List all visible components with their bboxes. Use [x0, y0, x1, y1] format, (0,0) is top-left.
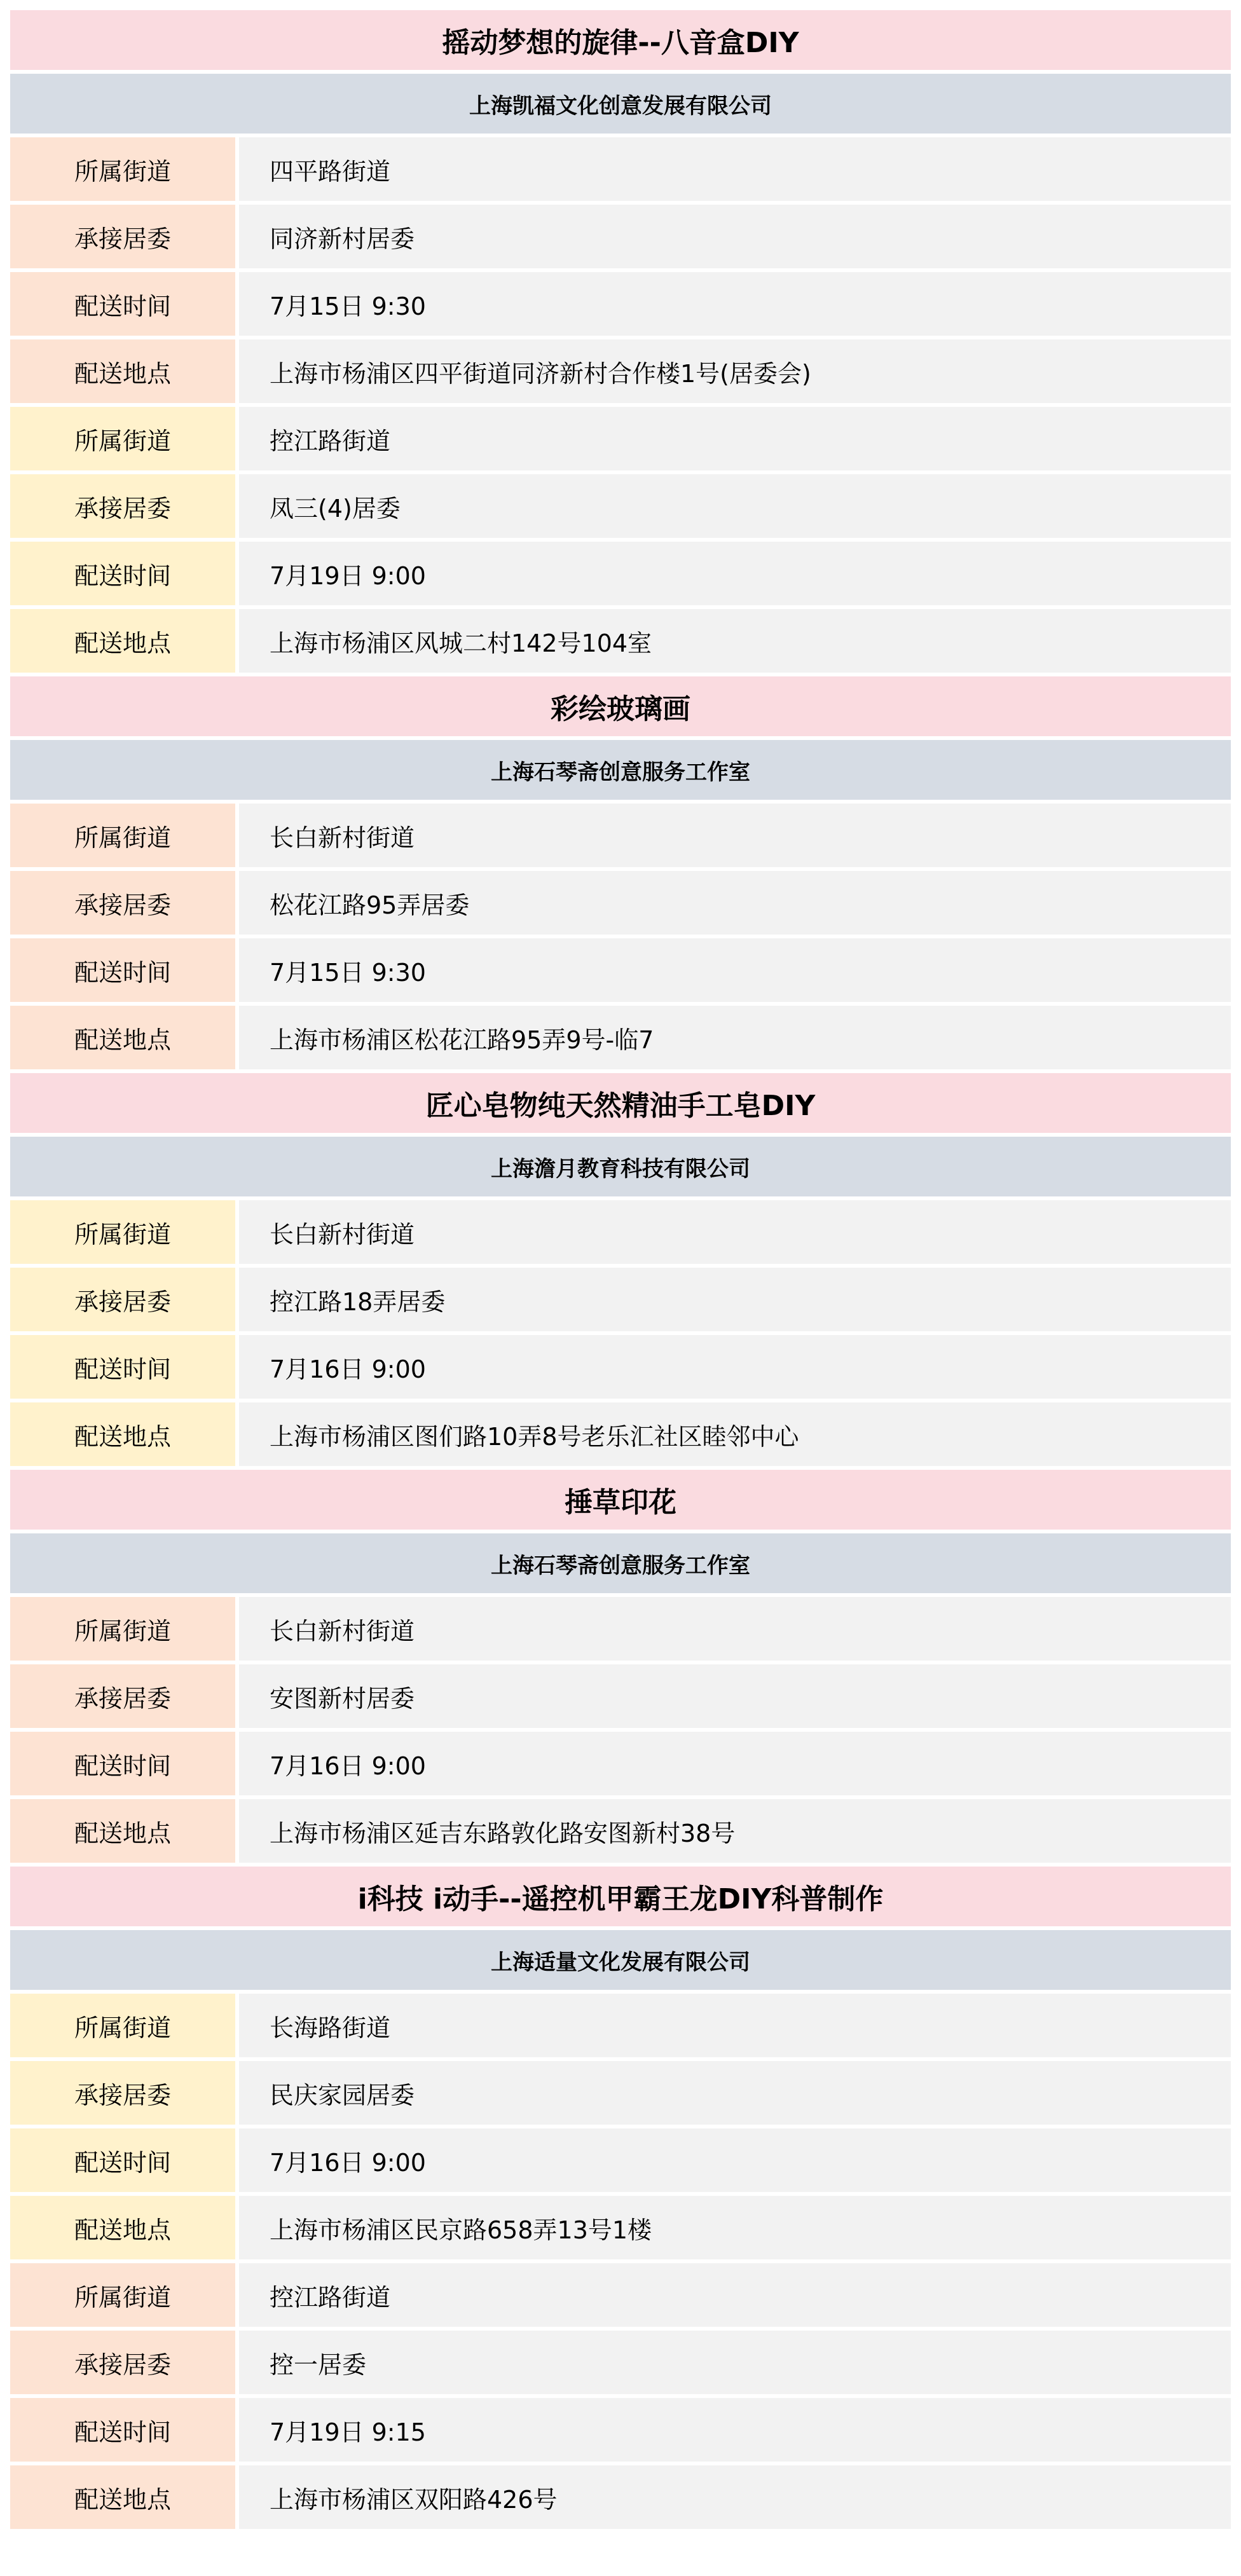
field-value-location: 上海市杨浦区双阳路426号 [239, 2465, 1231, 2529]
delivery-street-row [10, 137, 1231, 205]
field-value-street: 长白新村街道 [239, 804, 1231, 867]
delivery-street-row [10, 407, 1231, 474]
delivery-time-row [10, 938, 1231, 1006]
delivery-committee-row [10, 1268, 1231, 1335]
field-label-location: 配送地点 [10, 339, 239, 403]
event-company: 上海适量文化发展有限公司 [10, 1930, 1231, 1994]
field-label-location: 配送地点 [10, 2196, 239, 2259]
field-label-time: 配送时间 [10, 272, 239, 336]
delivery-location-row [10, 339, 1231, 407]
delivery-street-row [10, 1200, 1231, 1268]
delivery-time-row [10, 2128, 1231, 2196]
field-label-street: 所属街道 [10, 804, 239, 867]
delivery-street-row [10, 1994, 1231, 2061]
field-value-committee: 控一居委 [239, 2331, 1231, 2394]
field-label-location: 配送地点 [10, 1006, 239, 1069]
field-label-street: 所属街道 [10, 2263, 239, 2327]
field-value-committee: 控江路18弄居委 [239, 1268, 1231, 1331]
field-value-street: 控江路街道 [239, 2263, 1231, 2327]
field-value-location: 上海市杨浦区图们路10弄8号老乐汇社区睦邻中心 [239, 1402, 1231, 1466]
field-label-committee: 承接居委 [10, 2061, 239, 2125]
delivery-committee-row [10, 205, 1231, 272]
field-value-committee: 同济新村居委 [239, 205, 1231, 268]
field-value-street: 长海路街道 [239, 1994, 1231, 2057]
field-value-street: 长白新村街道 [239, 1200, 1231, 1264]
field-label-location: 配送地点 [10, 1402, 239, 1466]
field-label-committee: 承接居委 [10, 871, 239, 935]
field-value-time: 7月19日 9:15 [239, 2398, 1231, 2462]
field-label-street: 所属街道 [10, 1200, 239, 1264]
field-label-time: 配送时间 [10, 1335, 239, 1399]
field-value-time: 7月16日 9:00 [239, 1732, 1231, 1795]
field-value-committee: 松花江路95弄居委 [239, 871, 1231, 935]
delivery-location-row [10, 1006, 1231, 1073]
field-label-committee: 承接居委 [10, 474, 239, 538]
field-label-time: 配送时间 [10, 938, 239, 1002]
field-value-time: 7月19日 9:00 [239, 542, 1231, 605]
delivery-time-row [10, 2398, 1231, 2465]
delivery-street-row [10, 804, 1231, 871]
field-value-location: 上海市杨浦区延吉东路敦化路安图新村38号 [239, 1799, 1231, 1863]
field-value-committee: 安图新村居委 [239, 1664, 1231, 1728]
field-label-street: 所属街道 [10, 1994, 239, 2057]
event-company: 上海凯福文化创意发展有限公司 [10, 74, 1231, 137]
field-label-street: 所属街道 [10, 137, 239, 201]
delivery-street-row [10, 1597, 1231, 1664]
field-label-time: 配送时间 [10, 2398, 239, 2462]
event-title: 摇动梦想的旋律--八音盒DIY [10, 10, 1231, 74]
field-value-time: 7月16日 9:00 [239, 2128, 1231, 2192]
schedule-table [10, 10, 1231, 2533]
delivery-location-row [10, 609, 1231, 676]
event-title: 捶草印花 [10, 1470, 1231, 1533]
field-label-time: 配送时间 [10, 542, 239, 605]
delivery-time-row [10, 1732, 1231, 1799]
field-label-committee: 承接居委 [10, 2331, 239, 2394]
delivery-committee-row [10, 1664, 1231, 1732]
field-label-location: 配送地点 [10, 2465, 239, 2529]
delivery-committee-row [10, 871, 1231, 938]
field-value-time: 7月15日 9:30 [239, 938, 1231, 1002]
field-value-location: 上海市杨浦区风城二村142号104室 [239, 609, 1231, 673]
delivery-location-row [10, 2465, 1231, 2533]
field-label-time: 配送时间 [10, 2128, 239, 2192]
field-value-location: 上海市杨浦区松花江路95弄9号-临7 [239, 1006, 1231, 1069]
field-value-time: 7月15日 9:30 [239, 272, 1231, 336]
field-value-location: 上海市杨浦区四平街道同济新村合作楼1号(居委会) [239, 339, 1231, 403]
delivery-committee-row [10, 474, 1231, 542]
delivery-time-row [10, 1335, 1231, 1402]
field-value-street: 控江路街道 [239, 407, 1231, 470]
field-value-street: 长白新村街道 [239, 1597, 1231, 1661]
field-value-location: 上海市杨浦区民京路658弄13号1楼 [239, 2196, 1231, 2259]
field-label-committee: 承接居委 [10, 205, 239, 268]
event-title: i科技 i动手--遥控机甲霸王龙DIY科普制作 [10, 1867, 1231, 1930]
delivery-time-row [10, 542, 1231, 609]
event-company: 上海石琴斋创意服务工作室 [10, 1533, 1231, 1597]
field-label-time: 配送时间 [10, 1732, 239, 1795]
delivery-committee-row [10, 2331, 1231, 2398]
delivery-location-row [10, 1402, 1231, 1470]
delivery-committee-row [10, 2061, 1231, 2128]
delivery-location-row [10, 1799, 1231, 1867]
event-title: 匠心皂物纯天然精油手工皂DIY [10, 1073, 1231, 1137]
field-value-street: 四平路街道 [239, 137, 1231, 201]
delivery-location-row [10, 2196, 1231, 2263]
field-label-committee: 承接居委 [10, 1664, 239, 1728]
event-title: 彩绘玻璃画 [10, 676, 1231, 740]
field-label-street: 所属街道 [10, 1597, 239, 1661]
field-label-street: 所属街道 [10, 407, 239, 470]
field-value-time: 7月16日 9:00 [239, 1335, 1231, 1399]
event-company: 上海澹月教育科技有限公司 [10, 1137, 1231, 1200]
field-label-location: 配送地点 [10, 609, 239, 673]
field-label-committee: 承接居委 [10, 1268, 239, 1331]
event-company: 上海石琴斋创意服务工作室 [10, 740, 1231, 804]
field-value-committee: 民庆家园居委 [239, 2061, 1231, 2125]
field-label-location: 配送地点 [10, 1799, 239, 1863]
delivery-time-row [10, 272, 1231, 339]
delivery-street-row [10, 2263, 1231, 2331]
field-value-committee: 凤三(4)居委 [239, 474, 1231, 538]
